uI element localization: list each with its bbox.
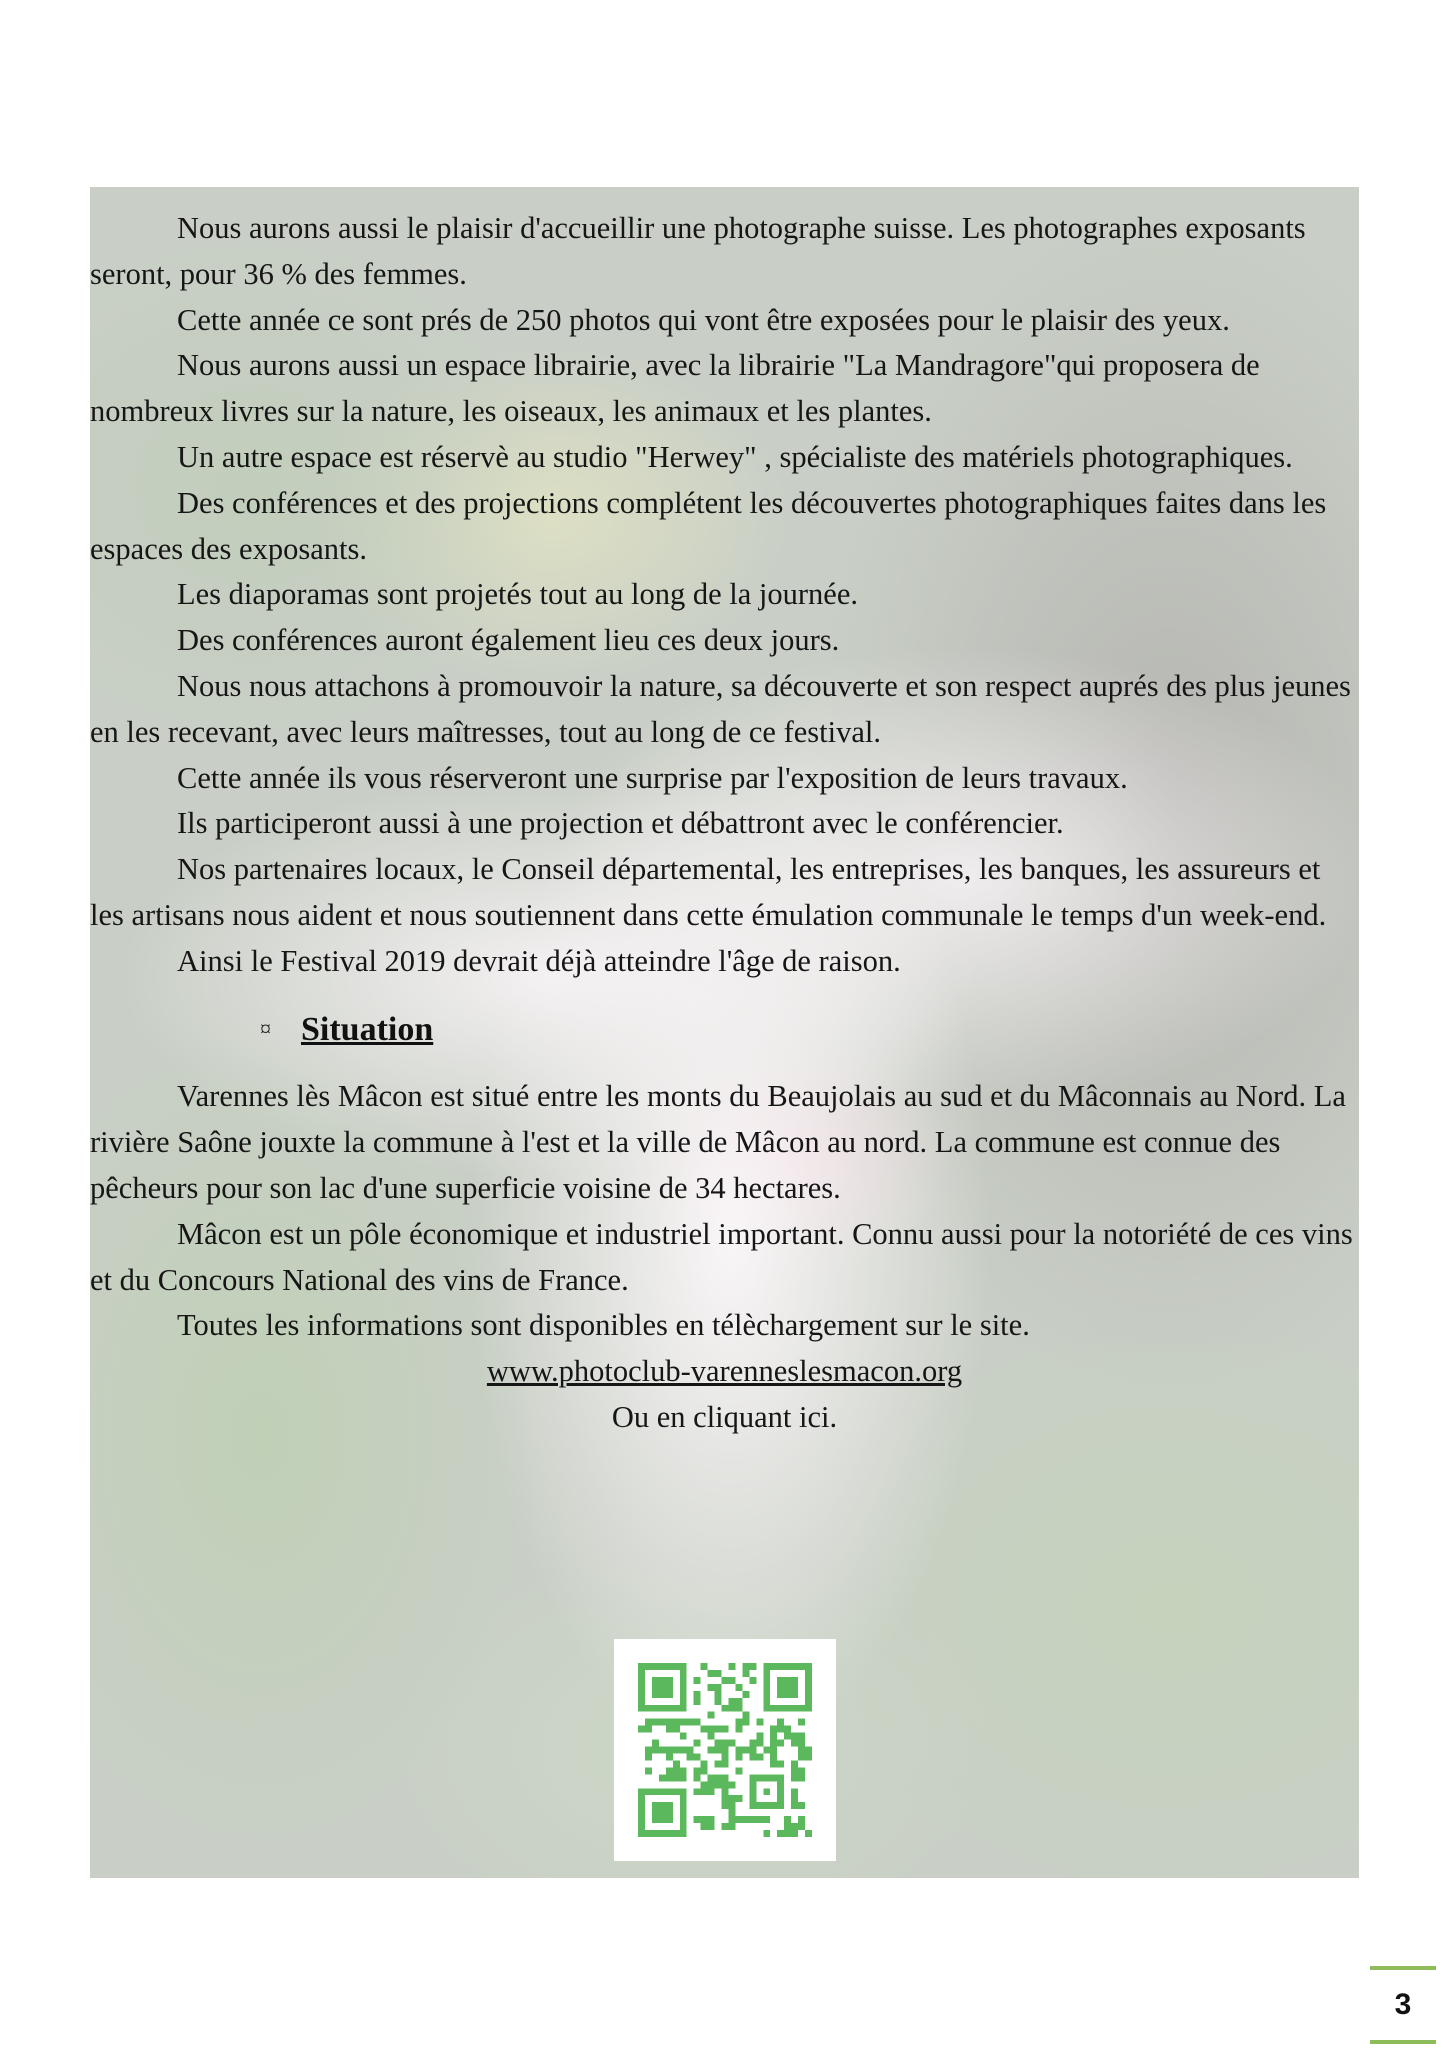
paragraph: Un autre espace est réservè au studio "Herwey" , spécialiste des matériels photographiques. (177, 439, 1293, 474)
website-link[interactable]: www.photoclub-varenneslesmacon.org (486, 1354, 963, 1389)
qr-code[interactable] (614, 1639, 836, 1861)
paragraph: Les diaporamas sont projetés tout au long de la journée. (177, 577, 858, 612)
paragraph: Cette année ce sont prés de 250 photos qui vont être exposées pour le plaisir des yeux. (177, 302, 1230, 337)
currency-bullet-icon: ¤ (260, 1016, 271, 1042)
section-heading (90, 1007, 1359, 1053)
section-title: Situation (301, 1010, 434, 1048)
article-body (90, 206, 1359, 1441)
paragraph: Ils participeront aussi à une projection et débattront avec le conférencier. (177, 806, 1064, 841)
paragraph: Nous aurons aussi un espace librairie, avec la librairie "La Mandragore"qui proposera de nombreux livres sur la nature, les oiseaux, les animaux et les plantes. (90, 348, 1260, 429)
paragraph: Cette année ils vous réserveront une surprise par l'exposition de leurs travaux. (177, 760, 1128, 795)
paragraph: Ainsi le Festival 2019 devrait déjà atteindre l'âge de raison. (177, 943, 901, 978)
paragraph: Des conférences et des projections complétent les découvertes photographiques faites dans les espaces des exposants. (90, 485, 1327, 566)
paragraph: Nos partenaires locaux, le Conseil départemental, les entreprises, les banques, les assureurs et les artisans nous aident et nous soutiennent dans cette émulation communale le temps d'un week-end. (90, 852, 1327, 932)
qr-code-icon (638, 1663, 812, 1837)
paragraph: Nous nous attachons à promouvoir la nature, sa découverte et son respect auprés des plus jeunes en les recevant, avec leurs maîtresses, tout au long de ce festival. (90, 668, 1351, 749)
page-number-tab (1370, 1966, 1436, 2044)
paragraph: Toutes les informations sont disponibles en télèchargement sur le site. (177, 1308, 1030, 1343)
page-number: 3 (1394, 1988, 1412, 2021)
paragraph: Nous aurons aussi le plaisir d'accueillir une photographe suisse. Les photographes exposants seront, pour 36 % des femmes. (90, 211, 1306, 291)
website-link-line (90, 1349, 1359, 1395)
paragraph: Varennes lès Mâcon est situé entre les monts du Beaujolais au sud et du Mâconnais au Nord. La rivière Saône jouxte la commune à l'est et la ville de Mâcon au nord. La commune est connue des pêcheurs pour son lac d'une superficie voisine de 34 hectares. (90, 1079, 1346, 1205)
click-here-link[interactable]: Ou en cliquant ici. (611, 1399, 838, 1434)
paragraph: Mâcon est un pôle économique et industriel important. Connu aussi pour la notoriété de ces vins et du Concours National des vins de France. (90, 1216, 1353, 1297)
paragraph: Des conférences auront également lieu ces deux jours. (177, 623, 840, 658)
